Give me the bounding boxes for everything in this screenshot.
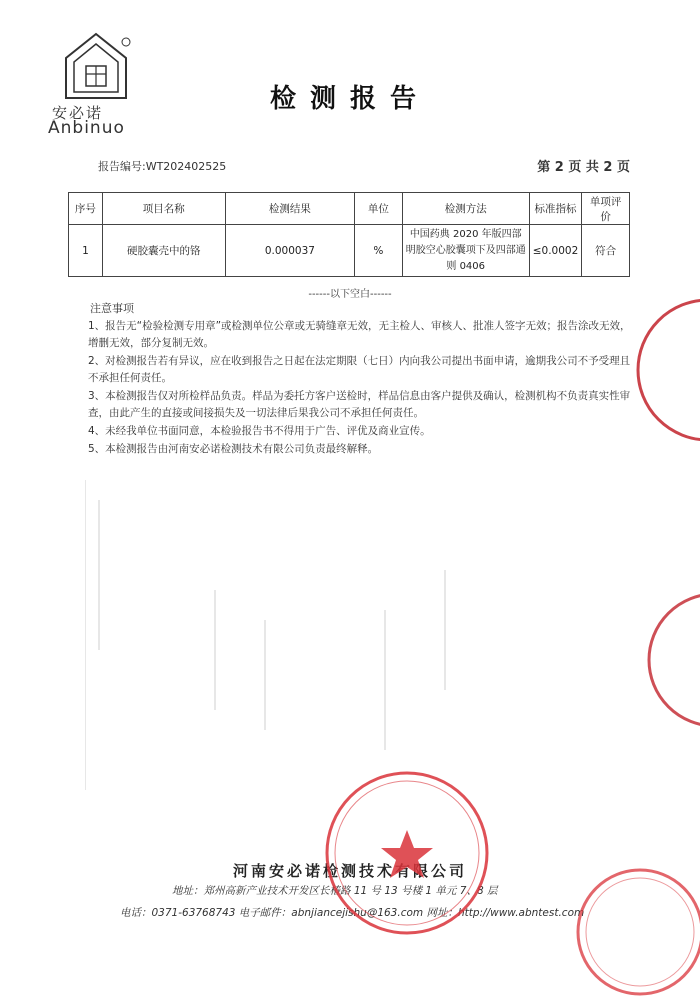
col-header-unit: 单位 bbox=[355, 193, 403, 225]
results-table bbox=[68, 192, 630, 277]
note-item: 2、对检测报告若有异议，应在收到报告之日起在法定期限（七日）内向我公司提出书面申请，逾期我公司不予受理且不承担任何责任。 bbox=[88, 355, 631, 384]
col-header-standard: 标准指标 bbox=[529, 193, 582, 225]
footer-contact: 电话：0371-63768743 电子邮件：abnjiancejishu@163.com 网址：http://www.abntest.com bbox=[120, 907, 585, 919]
footer-company-name: 河南安必诺检测技术有限公司 bbox=[232, 862, 467, 880]
col-header-item: 项目名称 bbox=[102, 193, 225, 225]
col-header-evaluation: 单项评价 bbox=[582, 193, 630, 225]
logo-en-text: Anbinuo bbox=[48, 118, 125, 138]
cell-no: 1 bbox=[69, 225, 103, 277]
note-item: 3、本检测报告仅对所检样品负责。样品为委托方客户送检时，样品信息由客户提供及确认，检测机构不负责真实性审查，由此产生的直接或间接损失及一切法律后果我公司不承担任何责任。 bbox=[88, 390, 631, 419]
logo-cn-text: 安必诺 bbox=[52, 104, 104, 122]
table-header-row bbox=[69, 193, 630, 225]
cell-item: 硬胶囊壳中的铬 bbox=[102, 225, 225, 277]
cell-result: 0.000037 bbox=[225, 225, 354, 277]
page-title: 检测报告 bbox=[269, 84, 430, 114]
report-number: 报告编号:WT202402525 bbox=[98, 160, 227, 173]
footer-address: 地址：郑州高新产业技术开发区长椿路 11 号 13 号楼 1 单元 7、8 层 bbox=[172, 885, 498, 897]
note-item: 4、未经我单位书面同意，本检验报告书不得用于广告、评优及商业宣传。 bbox=[88, 425, 431, 437]
notes-title: 注意事项 bbox=[90, 302, 134, 315]
notes-list bbox=[88, 318, 636, 459]
center-company-stamp-icon bbox=[322, 768, 492, 938]
note-item: 1、报告无“检验检测专用章”或检测单位公章或无骑缝章无效，无主检人、审核人、批准人签字无效；报告涂改无效，增删无效，部分复制无效。 bbox=[88, 320, 631, 349]
table-row bbox=[69, 225, 630, 277]
right-mid-stamp-icon bbox=[620, 590, 700, 730]
note-item: 5、本检测报告由河南安必诺检测技术有限公司负责最终解释。 bbox=[88, 443, 379, 455]
scan-artifact-lines bbox=[85, 470, 645, 800]
right-bottom-stamp-icon bbox=[570, 860, 700, 1000]
blank-below-note: ------以下空白------ bbox=[308, 289, 392, 300]
cell-method: 中国药典 2020 年版四部明胶空心胶囊项下及四部通则 0406 bbox=[402, 225, 529, 277]
cell-unit: % bbox=[355, 225, 403, 277]
col-header-no: 序号 bbox=[69, 193, 103, 225]
page-indicator: 第 2 页 共 2 页 bbox=[537, 160, 630, 175]
cell-evaluation: 符合 bbox=[582, 225, 630, 277]
cell-standard: ≤0.0002 bbox=[529, 225, 582, 277]
right-top-stamp-icon bbox=[608, 295, 700, 445]
col-header-result: 检测结果 bbox=[225, 193, 354, 225]
col-header-method: 检测方法 bbox=[402, 193, 529, 225]
